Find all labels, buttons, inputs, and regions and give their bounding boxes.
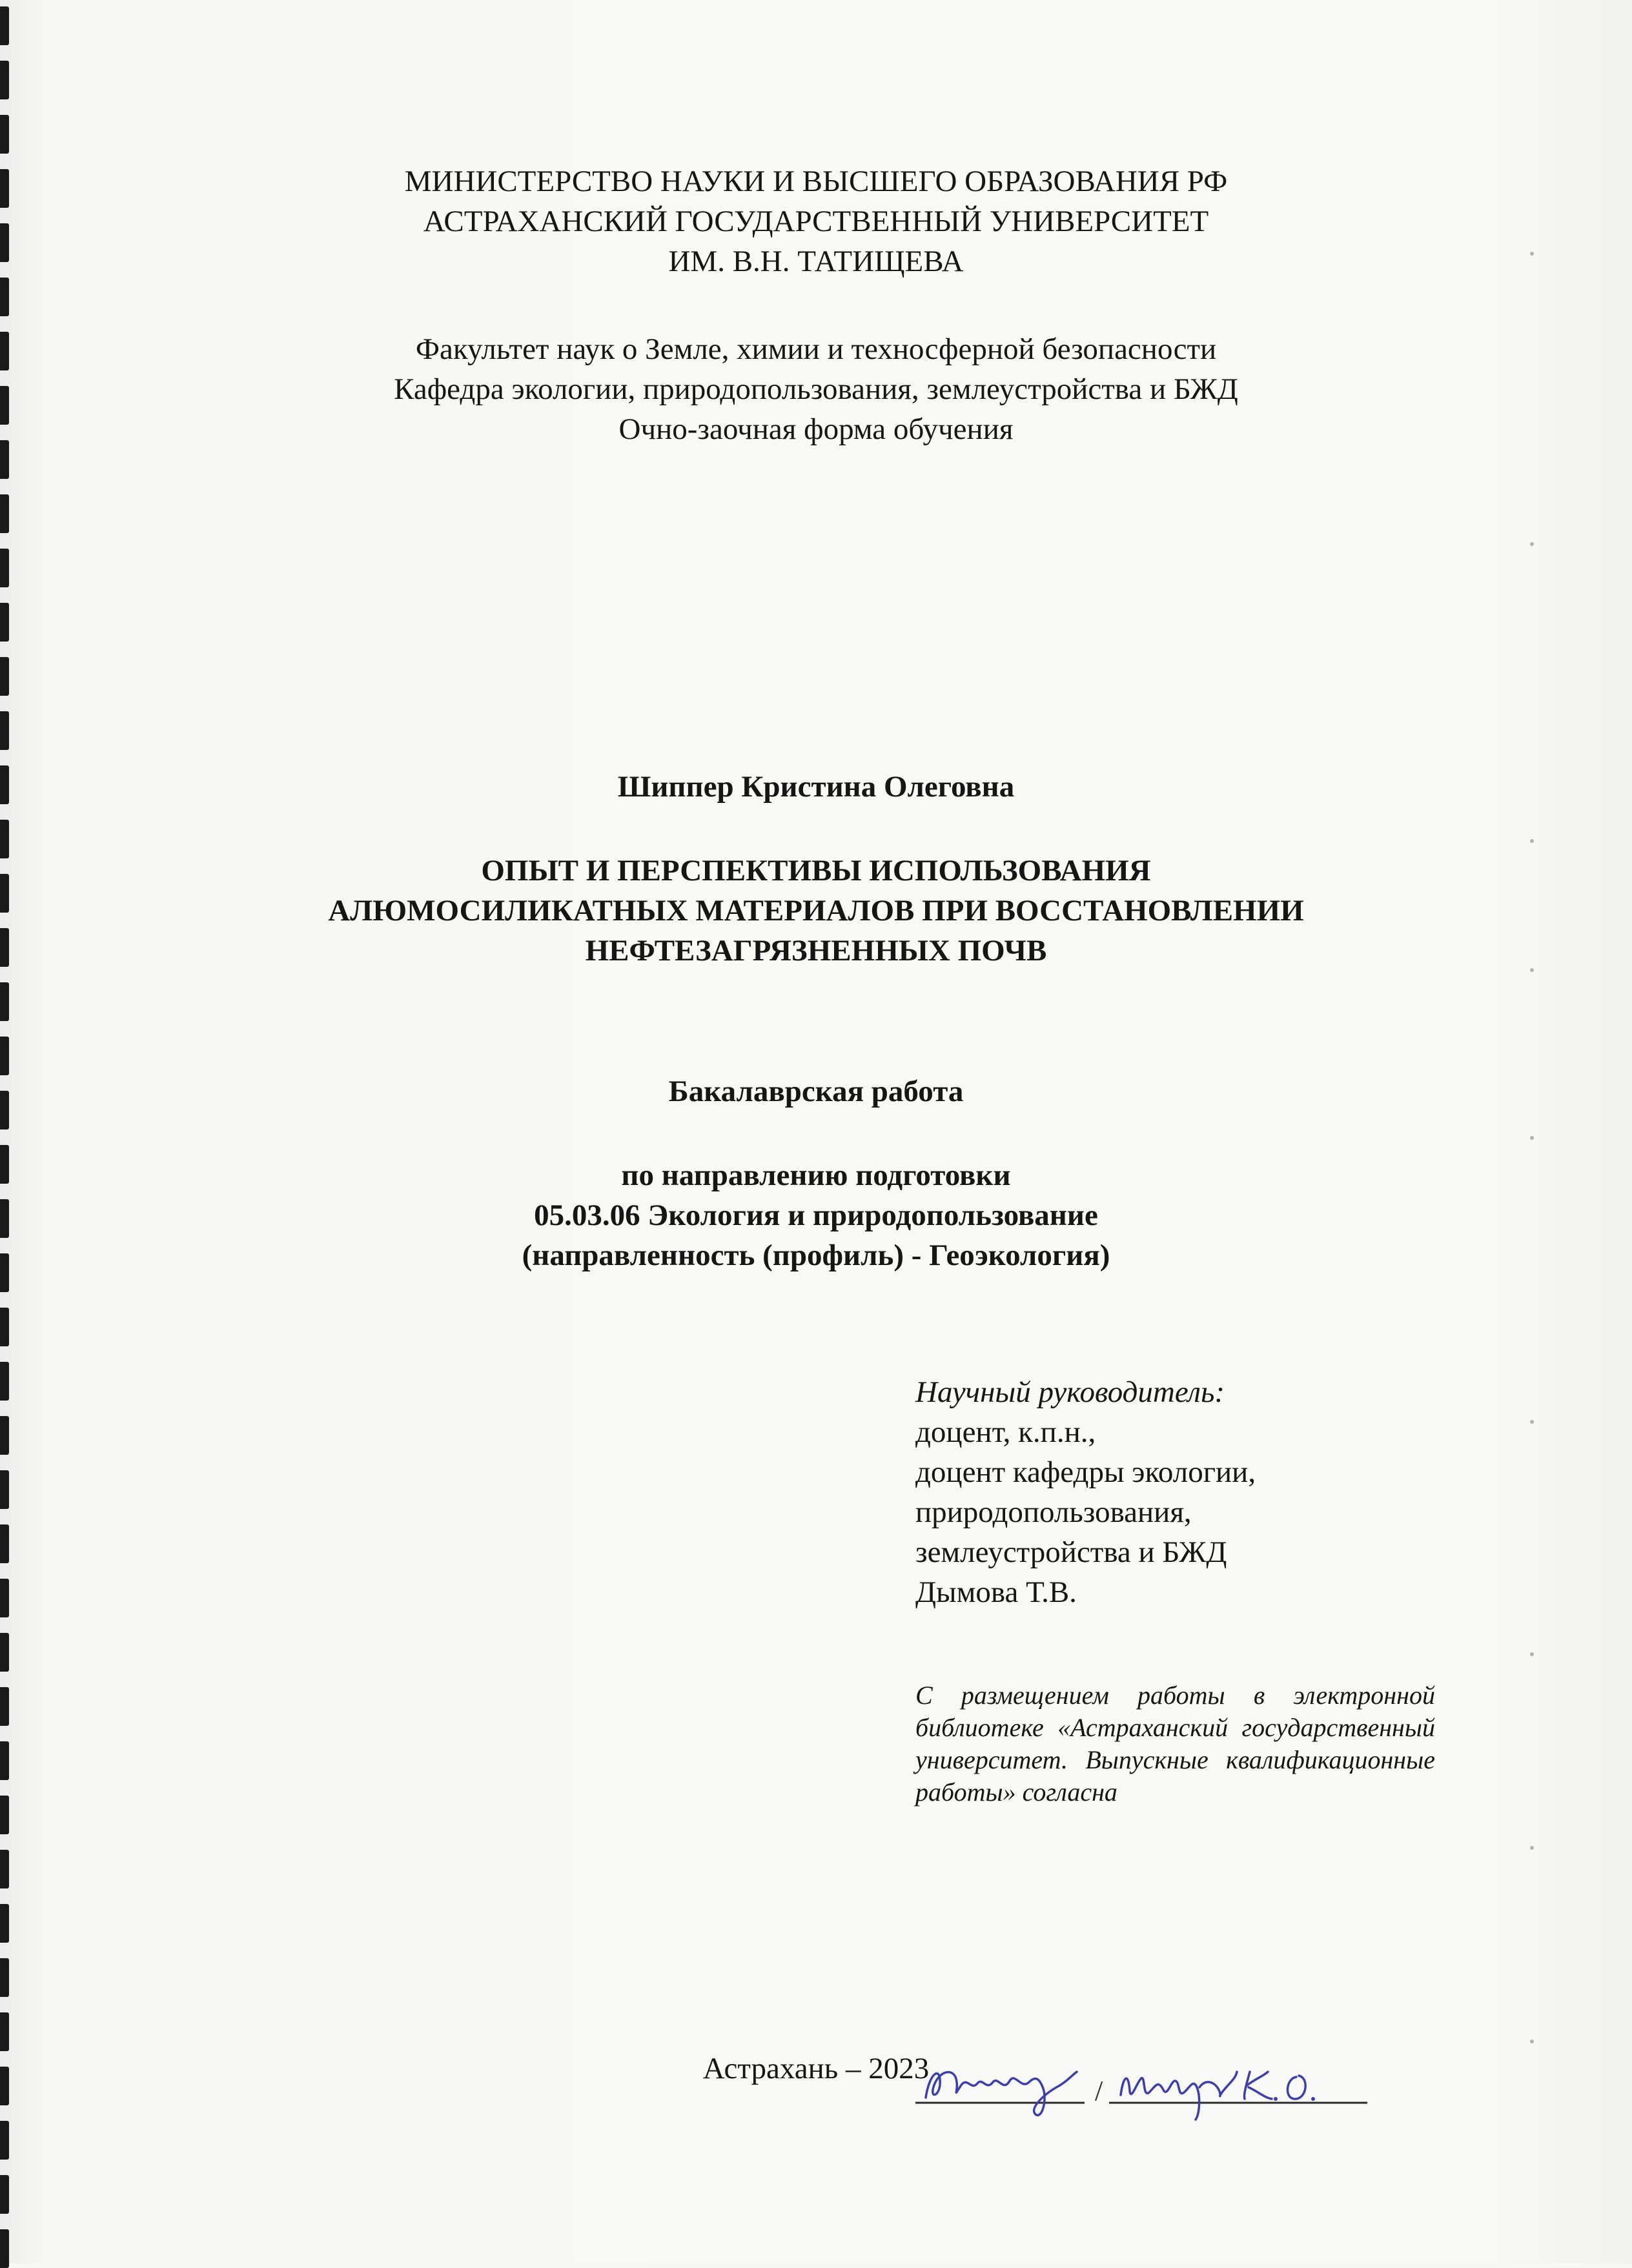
- binding-hole: [0, 1796, 9, 1834]
- title-line-1: ОПЫТ И ПЕРСПЕКТИВЫ ИСПОЛЬЗОВАНИЯ: [481, 854, 1151, 887]
- binding-hole: [0, 1308, 9, 1346]
- supervisor-degree: доцент, к.п.н.,: [915, 1415, 1096, 1449]
- work-type: Бакалаврская работа: [668, 1075, 964, 1108]
- binding-hole: [0, 61, 9, 99]
- library-consent-text: С размещением работы в электронной библиотеке «Астраханский государственный университет. Выпускные квалификационные работы» согласна: [915, 1681, 1435, 1807]
- thesis-title: [0, 851, 1632, 971]
- binding-hole: [0, 603, 9, 642]
- binding-hole: [0, 1037, 9, 1075]
- direction-line-3: (направленность (профиль) - Геоэкология): [522, 1239, 1110, 1272]
- show-through-dot: [1530, 1420, 1534, 1424]
- binding-hole: [0, 982, 9, 1021]
- supervisor-position: доцент кафедры экологии,: [915, 1455, 1256, 1489]
- binding-hole: [0, 1579, 9, 1617]
- binding-hole: [0, 6, 9, 45]
- binding-hole: [0, 2012, 9, 2051]
- author-block: [0, 767, 1632, 807]
- binding-hole: [0, 1524, 9, 1563]
- direction-block: [0, 1155, 1632, 1275]
- signature-separator: /: [1095, 2075, 1103, 2107]
- show-through-dot: [1530, 2040, 1534, 2043]
- binding-hole: [0, 1416, 9, 1455]
- university-eponym: ИМ. В.Н. ТАТИЩЕВА: [668, 245, 964, 278]
- binding-hole: [0, 115, 9, 154]
- ministry-name: МИНИСТЕРСТВО НАУКИ И ВЫСШЕГО ОБРАЗОВАНИЯ РФ: [404, 165, 1228, 198]
- binding-hole: [0, 1687, 9, 1726]
- binding-hole: [0, 657, 9, 696]
- binding-hole: [0, 2121, 9, 2160]
- binding-hole: [0, 1633, 9, 1672]
- binding-hole: [0, 711, 9, 750]
- show-through-dot: [1530, 1136, 1534, 1140]
- show-through-dot: [1530, 839, 1534, 843]
- binding-hole: [0, 1904, 9, 1943]
- show-through-dot: [1530, 1652, 1534, 1656]
- city-year: Астрахань – 2023: [702, 2052, 930, 2085]
- binding-hole: [0, 1362, 9, 1401]
- supervisor-block: [915, 1372, 1445, 1612]
- binding-hole: [0, 1958, 9, 1997]
- author-name: Шиппер Кристина Олеговна: [617, 770, 1015, 804]
- binding-hole: [0, 1741, 9, 1780]
- binding-hole: [0, 2229, 9, 2268]
- direction-line-1: по направлению подготовки: [621, 1159, 1011, 1192]
- supervisor-label: Научный руководитель:: [915, 1375, 1225, 1409]
- binding-hole: [0, 1470, 9, 1509]
- binding-hole: [0, 549, 9, 587]
- university-name: АСТРАХАНСКИЙ ГОСУДАРСТВЕННЫЙ УНИВЕРСИТЕТ: [423, 205, 1209, 238]
- title-line-3: НЕФТЕЗАГРЯЗНЕННЫХ ПОЧВ: [585, 934, 1047, 967]
- supervisor-position-end: землеустройства и БЖД: [915, 1535, 1227, 1569]
- binding-hole: [0, 2175, 9, 2214]
- supervisor-position-cont: природопользования,: [915, 1495, 1192, 1529]
- faculty-block: [0, 329, 1632, 449]
- binding-hole: [0, 1850, 9, 1888]
- show-through-dot: [1530, 542, 1534, 546]
- title-line-2: АЛЮМОСИЛИКАТНЫХ МАТЕРИАЛОВ ПРИ ВОССТАНОВЛЕНИИ: [328, 894, 1304, 927]
- ministry-header: [0, 161, 1632, 281]
- binding-hole: [0, 278, 9, 316]
- study-form: Очно-заочная форма обучения: [618, 412, 1014, 446]
- faculty-name: Факультет наук о Земле, химии и техносферной безопасности: [415, 332, 1217, 366]
- show-through-dot: [1530, 1846, 1534, 1850]
- department-name: Кафедра экологии, природопользования, землеустройства и БЖД: [394, 372, 1238, 406]
- direction-line-2: 05.03.06 Экология и природопользование: [534, 1199, 1098, 1232]
- work-type-block: [0, 1071, 1632, 1111]
- supervisor-name: Дымова Т.В.: [915, 1575, 1077, 1609]
- binding-hole: [0, 494, 9, 533]
